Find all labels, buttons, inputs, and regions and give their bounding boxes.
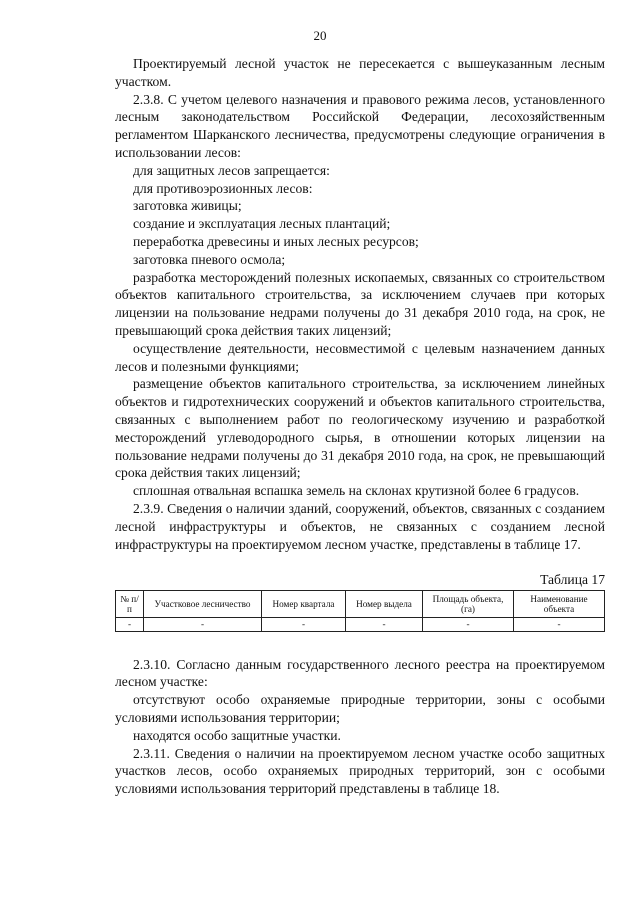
table-cell: - [116, 618, 144, 632]
table-header-cell: Номер выдела [346, 591, 423, 618]
table-cell: - [144, 618, 262, 632]
paragraph: осуществление деятельности, несовместимой с целевым назначением данных лесов и полезными функциями; [115, 340, 605, 374]
table-cell: - [514, 618, 605, 632]
table-cell: - [423, 618, 514, 632]
table-header-cell: Номер квартала [262, 591, 346, 618]
paragraph: создание и эксплуатация лесных плантаций; [133, 216, 391, 232]
document-body [115, 55, 605, 798]
table-header-row [116, 591, 605, 618]
paragraph: размещение объектов капитального строительства, за исключением линейных объектов и гидротехнических сооружений и объектов капитального строительства, связанных с выполнением работ по геологическому изучению и разработкой месторождений углеводородного сырья, в отношении которых лицензии на пользование недрами получены до 31 декабря 2010 года, на срок, не превышающий срока действия таких лицензий; [115, 376, 605, 481]
table-caption: Таблица 17 [540, 572, 605, 588]
table-row [116, 618, 605, 632]
paragraph: для противоэрозионных лесов: [133, 180, 313, 196]
paragraph: заготовка пневого осмола; [133, 251, 286, 267]
paragraphs-before-table [115, 55, 605, 553]
paragraph: отсутствуют особо охраняемые природные территории, зоны с особыми условиями использования территории; [115, 692, 605, 725]
paragraph: разработка месторождений полезных ископаемых, связанных со строительством объектов капитального строительства, за исключением случаев при которых лицензии на пользование недрами получены до 31 декабря 2010 года, на срок, не превышающий срока действия таких лицензий; [115, 269, 605, 338]
table-header-cell: Участковое лесничество [144, 591, 262, 618]
table-17 [115, 590, 605, 632]
table-cell: - [346, 618, 423, 632]
table-header-cell: Наименование объекта [514, 591, 605, 618]
page-number: 20 [313, 28, 327, 43]
paragraphs-after-table [115, 656, 605, 798]
paragraph: сплошная отвальная вспашка земель на склонах крутизной более 6 градусов. [133, 483, 580, 499]
table-body [116, 618, 605, 632]
paragraph: 2.3.8. С учетом целевого назначения и правового режима лесов, установленного лесным законодательством Российской Федерации, лесохозяйственным регламентом Шарканского лесничества, предусмотрены следующие ограничения в использовании лесов: [115, 91, 605, 160]
paragraph: Проектируемый лесной участок не пересекается с вышеуказанным лесным участком. [115, 56, 605, 89]
table-header-cell: Площадь объекта, (га) [423, 591, 514, 618]
paragraph: для защитных лесов запрещается: [133, 162, 330, 178]
paragraph: находятся особо защитные участки. [133, 727, 341, 743]
table-cell: - [262, 618, 346, 632]
table-header-cell: № п/п [116, 591, 144, 618]
paragraph: заготовка живицы; [133, 198, 242, 214]
paragraph: 2.3.9. Сведения о наличии зданий, сооружений, объектов, связанных с созданием лесной инфраструктуры и объектов, не связанных с созданием лесной инфраструктуры на проектируемом лесном участке, представлены в таблице 17. [115, 500, 605, 552]
paragraph: 2.3.11. Сведения о наличии на проектируемом лесном участке особо защитных участков лесов, особо охраняемых природных территорий, зон с особыми условиями использования территорий представлены в таблице 18. [115, 745, 605, 797]
paragraph: переработка древесины и иных лесных ресурсов; [133, 233, 419, 249]
paragraph: 2.3.10. Согласно данным государственного лесного реестра на проектируемом лесном участке: [115, 656, 605, 690]
